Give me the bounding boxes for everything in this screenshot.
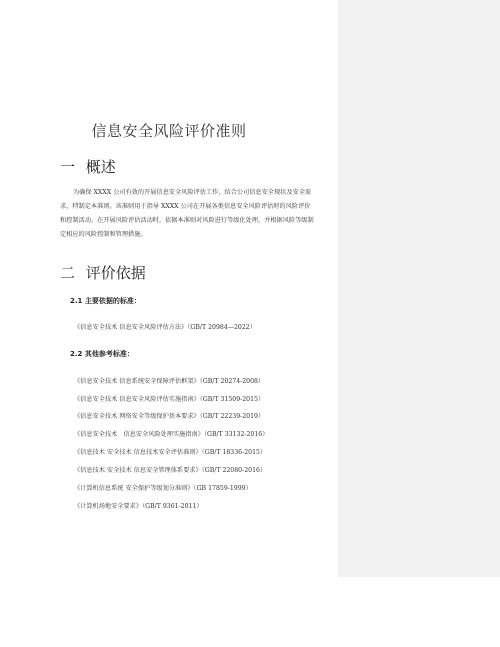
overview-paragraph: 为确保 XXXX 公司有效的开展信息安全风险评估工作，结合公司信息安全现状及安全需求，特制定本准则。该准则用于指导 XXXX 公司在开展各类信息安全风险评估时的风险评价和控制活动。在开展风险评估活动时，依据本准则对风险进行等级化处理，并根据风险等级制定相应的风险控制和管理措施。 <box>60 189 314 238</box>
subsection-heading-other-standards: 2.2 其他参考标准： <box>70 350 134 358</box>
reference-item: 《信息技术 安全技术 信息安全管理体系要求》（GB/T 22080-2016） <box>74 467 267 474</box>
section-number: 一 <box>60 158 76 176</box>
section-number: 二 <box>60 264 76 282</box>
comment-pane <box>338 0 500 577</box>
reference-item: 《信息安全技术 网络安全等级保护基本要求》（GB/T 22239-2019） <box>74 413 265 420</box>
reference-item: 《计算机场地安全要求》（GB/T 9361-2011） <box>74 503 203 510</box>
reference-item: 《信息安全技术 信息安全风险评估实施指南》（GB/T 31509-2015） <box>74 396 265 403</box>
reference-item: 《信息安全技术 信息安全风险处理实施指南》（GB/T 33132-2016） <box>74 431 269 438</box>
section-title: 概述 <box>85 158 116 176</box>
page-title: 信息安全风险评价准则 <box>91 122 247 140</box>
section-heading-overview <box>60 156 116 177</box>
section-title: 评价依据 <box>85 264 146 282</box>
reference-item: 《信息安全技术 信息安全风险评估方法》（GB/T 20984—2022） <box>74 324 256 331</box>
section-heading-basis <box>60 262 146 283</box>
subsection-heading-main-standards: 2.1 主要依据的标准： <box>70 297 141 305</box>
reference-item: 《信息安全技术 信息系统安全保障评估框架》（GB/T 20274-2008） <box>74 378 265 385</box>
reference-item: 《信息技术 安全技术 信息技术安全评估准则》（GB/T 18336-2015） <box>74 449 267 456</box>
reference-item: 《计算机信息系统 安全保护等级划分准则》（GB 17859-1999） <box>74 485 252 492</box>
